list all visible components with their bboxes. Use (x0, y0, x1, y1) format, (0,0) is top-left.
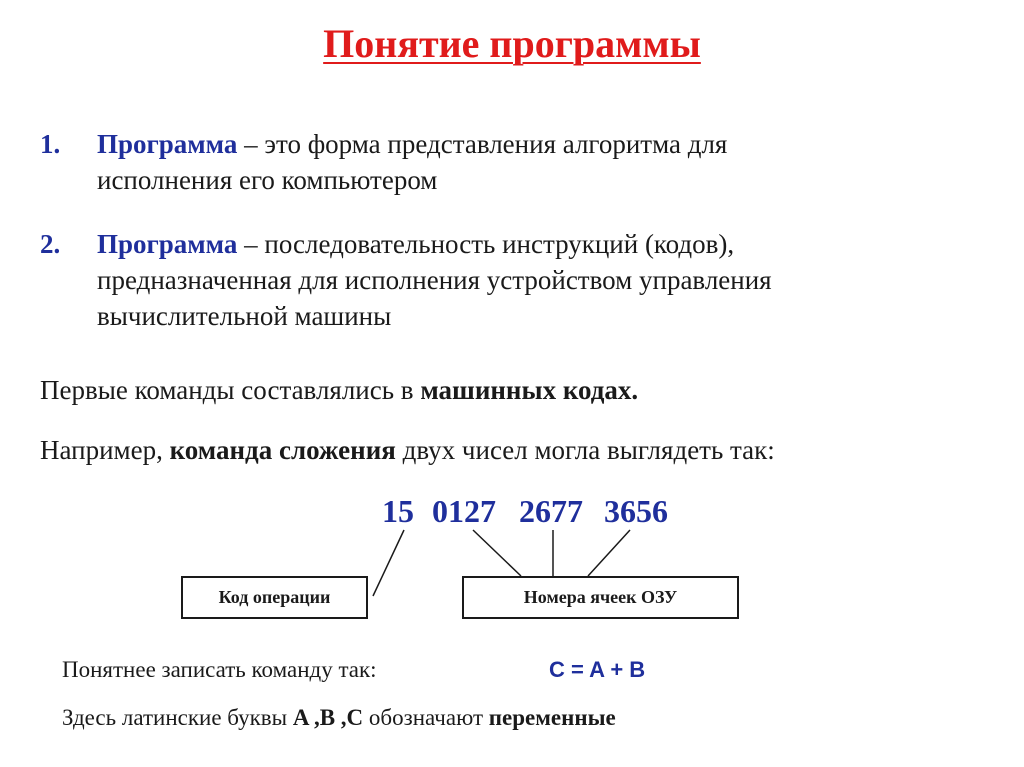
clearer-text: Понятнее записать команду так: (62, 657, 377, 682)
opcode-box: Код операции (181, 576, 368, 619)
variables-note: Здесь латинские буквы A ,B ,C обозначают переменные (62, 705, 616, 730)
definition-1-term: Программа (97, 129, 238, 159)
ram-cells-box: Номера ячеек ОЗУ (462, 576, 739, 619)
definition-1-number: 1. (40, 129, 61, 159)
definition-2-line3: вычислительной машины (97, 301, 392, 331)
cell-connector-1 (473, 530, 521, 576)
machine-codes-term: машинных кодах. (420, 375, 639, 405)
definition-2-term: Программа (97, 229, 238, 259)
cell-connector-3 (588, 530, 630, 576)
first-commands-text: Первые команды составлялись в машинных кодах. (40, 375, 639, 405)
opcode-connector (373, 530, 404, 596)
definition-2-number: 2. (40, 229, 61, 259)
definition-1-line1: – это форма представления алгоритма для (237, 129, 728, 159)
formula: C = A + B (549, 657, 646, 682)
variable-letters: A ,B ,C (292, 705, 364, 730)
example-text: Например, команда сложения двух чисел могла выглядеть так: (40, 435, 775, 465)
definition-1-line2: исполнения его компьютером (97, 165, 438, 195)
definition-2-line2: предназначенная для исполнения устройством управления (97, 265, 772, 295)
code-address-2: 2677 (519, 493, 583, 529)
code-address-3: 3656 (604, 493, 668, 529)
variables-term: переменные (488, 705, 616, 730)
code-opcode: 15 (382, 493, 414, 529)
addition-command-term: команда сложения (169, 435, 396, 465)
code-address-1: 0127 (432, 493, 496, 529)
page-title: Понятие программы (323, 21, 701, 66)
definition-2-line1: – последовательность инструкций (кодов), (237, 229, 735, 259)
